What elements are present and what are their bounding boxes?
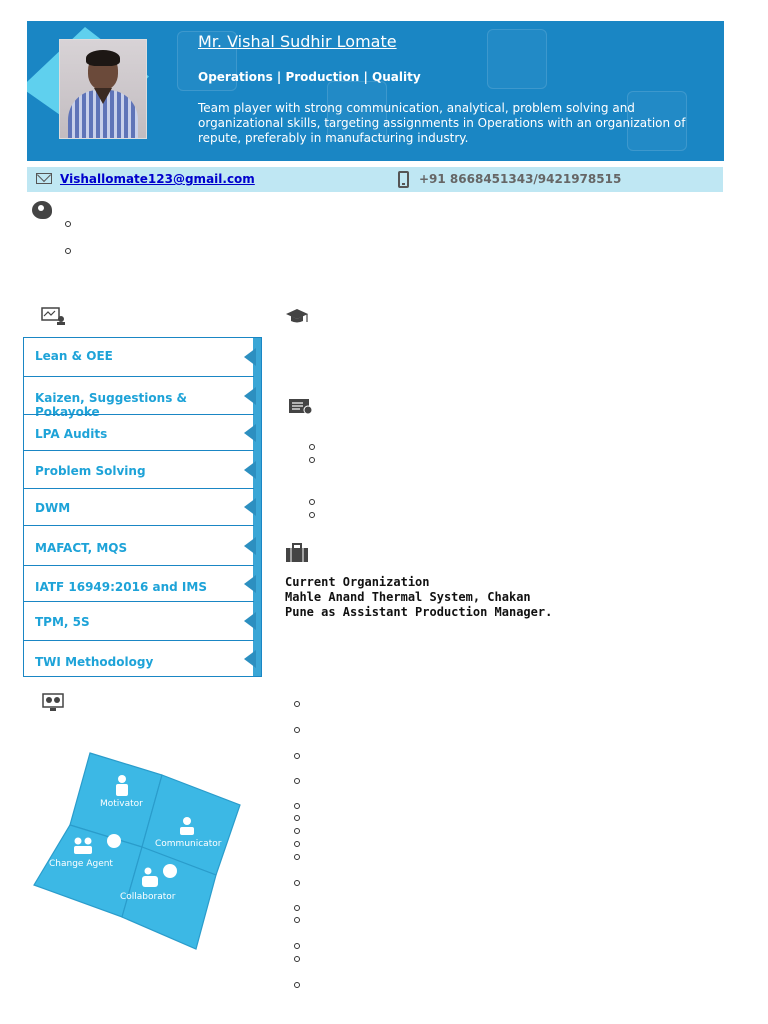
- skills-list: [23, 337, 262, 677]
- list-item: LPA Audits: [24, 414, 254, 450]
- list-bullet: [294, 753, 300, 759]
- list-bullet: [309, 499, 315, 505]
- soft-skills-puzzle: [30, 745, 245, 955]
- list-bullet: [294, 727, 300, 733]
- email-link[interactable]: Vishallomate123@gmail.com: [60, 172, 255, 186]
- puzzle-label-motivator: Motivator: [100, 799, 143, 809]
- job-title: Pune as Assistant Production Manager.: [285, 605, 553, 619]
- puzzle-label-communicator: Communicator: [155, 839, 222, 849]
- list-bullet: [294, 701, 300, 707]
- list-bullet: [294, 905, 300, 911]
- role-tagline: Operations | Production | Quality: [198, 70, 421, 84]
- company-name: Mahle Anand Thermal System, Chakan: [285, 590, 531, 604]
- list-item: IATF 16949:2016 and IMS: [24, 565, 254, 601]
- list-bullet: [294, 778, 300, 784]
- puzzle-label-change-agent: Change Agent: [49, 859, 113, 869]
- list-bullet: [294, 803, 300, 809]
- puzzle-label-collaborator: Collaborator: [120, 892, 176, 902]
- mail-icon: [36, 173, 52, 184]
- list-item: TPM, 5S: [24, 601, 254, 640]
- list-bullet: [309, 444, 315, 450]
- list-bullet: [294, 880, 300, 886]
- list-bullet: [294, 917, 300, 923]
- graduation-cap-icon: [285, 307, 309, 325]
- list-bullet: [294, 828, 300, 834]
- candidate-name: Mr. Vishal Sudhir Lomate: [198, 32, 397, 51]
- list-item: TWI Methodology: [24, 640, 254, 676]
- certificate-icon: [288, 398, 314, 416]
- list-bullet: [294, 841, 300, 847]
- list-bullet: [294, 943, 300, 949]
- list-item: MAFACT, MQS: [24, 525, 254, 565]
- list-bullet: [309, 512, 315, 518]
- list-item: Kaizen, Suggestions & Pokayoke: [24, 376, 254, 414]
- list-bullet: [65, 248, 71, 254]
- phone-icon: [398, 171, 409, 188]
- puzzle-graphic: [30, 745, 245, 955]
- list-bullet: [65, 221, 71, 227]
- soft-skills-monitor-icon: [42, 693, 66, 713]
- list-item: Lean & OEE: [24, 338, 254, 376]
- phone-number: +91 8668451343/9421978515: [419, 172, 622, 186]
- experience-heading: Current Organization: [285, 575, 430, 589]
- current-organization: [285, 575, 552, 620]
- list-bullet: [294, 982, 300, 988]
- profile-photo: [59, 39, 147, 139]
- profile-brain-icon: [32, 201, 52, 219]
- list-bullet: [294, 854, 300, 860]
- list-bullet: [294, 815, 300, 821]
- list-item: DWM: [24, 488, 254, 525]
- contact-bar: [27, 167, 723, 192]
- list-item: Problem Solving: [24, 450, 254, 488]
- skills-monitor-icon: [41, 307, 65, 325]
- list-bullet: [294, 956, 300, 962]
- profile-summary: Team player with strong communication, analytical, problem solving and organizational skills, targeting assignments in Operations with an organization of repute, preferably in manufacturing industry.: [198, 101, 686, 145]
- list-bullet: [309, 457, 315, 463]
- briefcase-icon: [285, 543, 309, 563]
